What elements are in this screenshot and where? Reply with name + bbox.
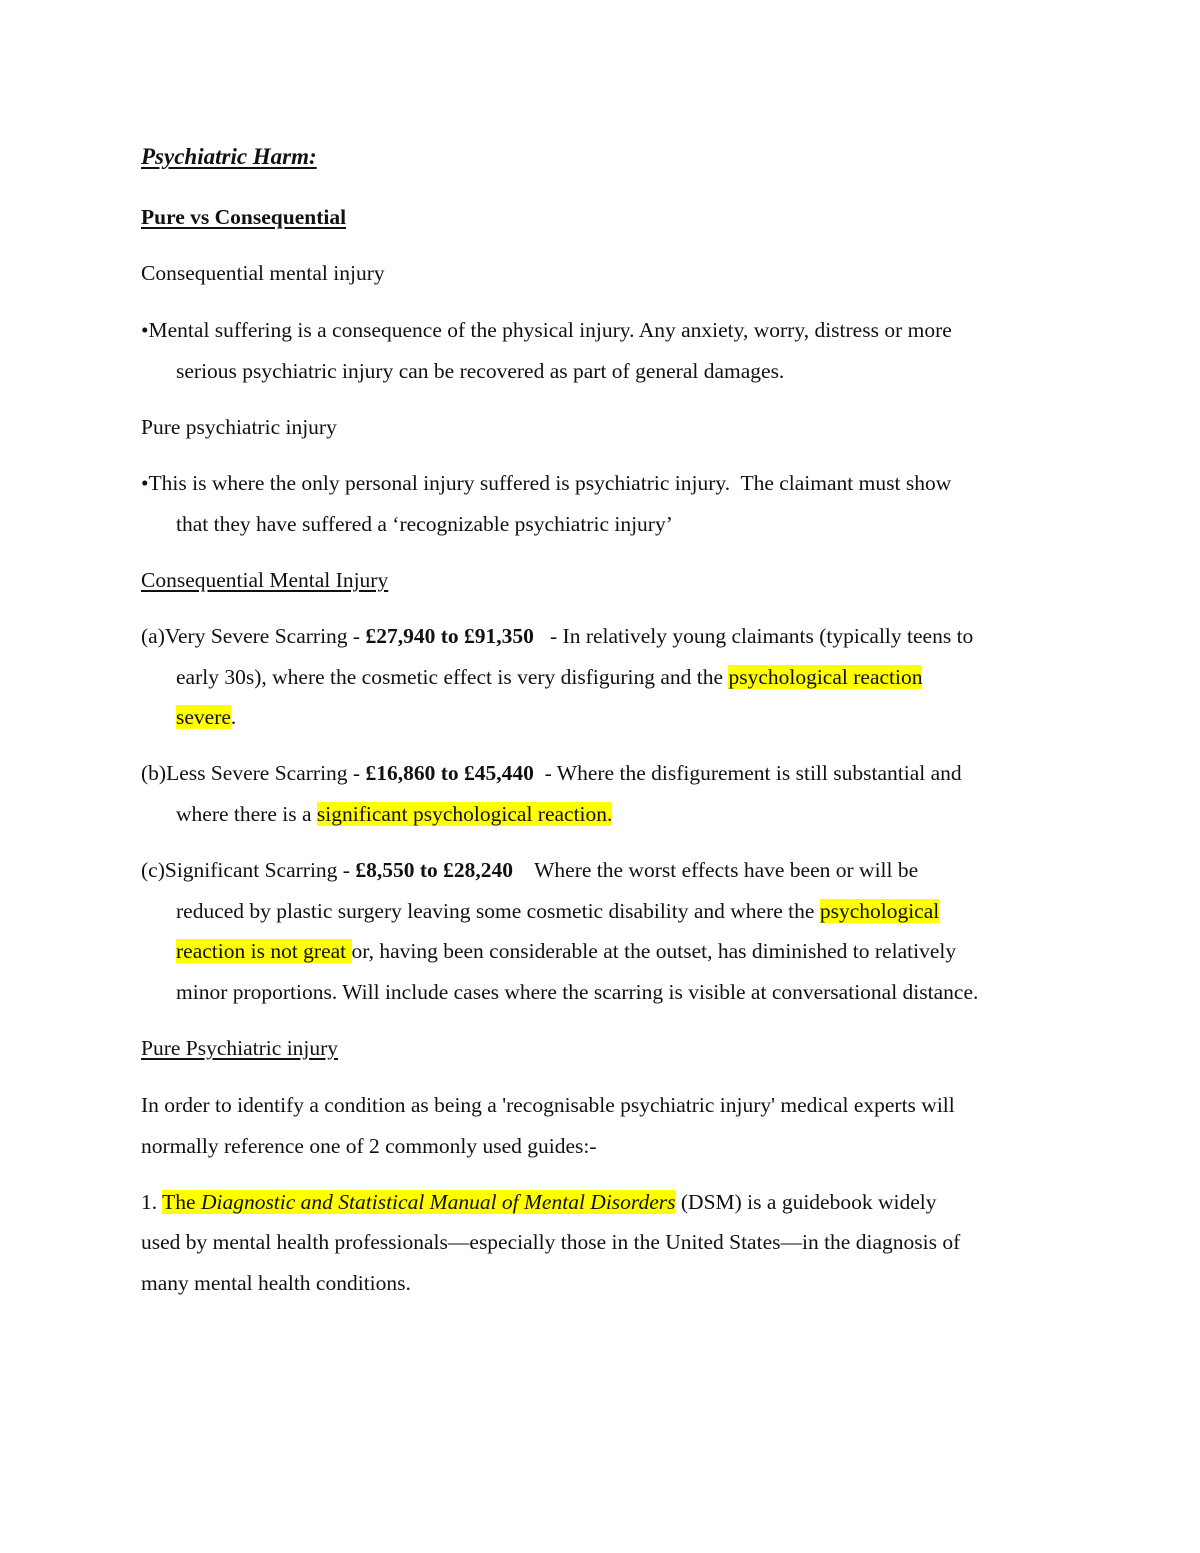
text-line <box>176 801 612 827</box>
text-span: - In relatively young claimants (typically teens to <box>533 624 974 648</box>
text-span: reduced by plastic surgery leaving some cosmetic disability and where the <box>176 899 820 923</box>
text-line <box>141 1133 597 1159</box>
text-line <box>176 898 939 924</box>
text-span: •This is where the only personal injury suffered is psychiatric injury. The claimant must show <box>141 471 952 495</box>
text-line <box>176 358 784 384</box>
text-line <box>141 623 973 649</box>
section-heading <box>141 567 388 593</box>
text-span: many mental health conditions. <box>141 1271 411 1295</box>
text-span: normally reference one of 2 commonly used guides:- <box>141 1134 597 1158</box>
text-span: •Mental suffering is a consequence of the physical injury. Any anxiety, worry, distress or more <box>141 318 952 342</box>
text-span: (b)Less Severe Scarring - <box>141 761 366 785</box>
text-line <box>141 470 951 496</box>
text-span: . <box>230 705 237 729</box>
highlighted-text: psychological reaction <box>728 665 923 689</box>
section-heading <box>141 1035 338 1061</box>
highlighted-text: severe <box>176 705 231 729</box>
text-span: or, having been considerable at the outset, has diminished to relatively <box>351 939 957 963</box>
bold-text: Pure vs Consequential <box>141 205 347 229</box>
text-span: that they have suffered a ‘recognizable psychiatric injury’ <box>176 512 673 536</box>
text-span: (c)Significant Scarring - <box>141 858 356 882</box>
bold-text: £16,860 to £45,440 <box>365 761 534 785</box>
text-span: where there is a <box>176 802 317 826</box>
text-span: Where the worst effects have been or will be <box>513 858 919 882</box>
text-line <box>141 1189 936 1215</box>
highlighted-text: Diagnostic and Statistical Manual of Mental Disorders <box>200 1190 676 1214</box>
text-span: (DSM) is a guidebook widely <box>675 1190 937 1214</box>
section-heading <box>141 204 346 230</box>
text-line <box>141 760 962 786</box>
text-line <box>141 260 385 286</box>
text-span: (a)Very Severe Scarring - <box>141 624 366 648</box>
text-span: minor proportions. Will include cases where the scarring is visible at conversational distance. <box>176 980 979 1004</box>
text-line <box>141 1270 411 1296</box>
text-line <box>141 1092 955 1118</box>
text-span: - Where the disfigurement is still substantial and <box>533 761 962 785</box>
text-span: serious psychiatric injury can be recovered as part of general damages. <box>176 359 785 383</box>
text-span: used by mental health professionals—especially those in the United States—in the diagnosis of <box>141 1230 961 1254</box>
text-span: Pure psychiatric injury <box>141 415 337 439</box>
bold-text: £27,940 to £91,350 <box>365 624 534 648</box>
text-line <box>176 938 956 964</box>
text-span: Consequential Mental Injury <box>141 568 389 592</box>
highlighted-text: psychological <box>819 899 940 923</box>
text-span: In order to identify a condition as being a 'recognisable psychiatric injury' medical experts will <box>141 1093 955 1117</box>
text-line <box>176 704 236 730</box>
text-line <box>141 857 918 883</box>
text-span: Pure Psychiatric injury <box>141 1036 339 1060</box>
text-span: 1. <box>141 1190 163 1214</box>
text-line <box>176 511 673 537</box>
text-line <box>141 414 337 440</box>
text-line <box>141 1229 960 1255</box>
text-line <box>141 317 952 343</box>
highlighted-text: significant psychological reaction. <box>316 802 613 826</box>
text-line <box>176 664 922 690</box>
text-span: Consequential mental injury <box>141 261 385 285</box>
highlighted-text: reaction is not great <box>176 939 352 963</box>
bold-text: £8,550 to £28,240 <box>355 858 513 882</box>
highlighted-text: The <box>162 1190 201 1214</box>
page-title <box>141 144 317 170</box>
text-line <box>176 979 978 1005</box>
bold-text: Psychiatric Harm: <box>141 144 317 169</box>
text-span: early 30s), where the cosmetic effect is very disfiguring and the <box>176 665 729 689</box>
